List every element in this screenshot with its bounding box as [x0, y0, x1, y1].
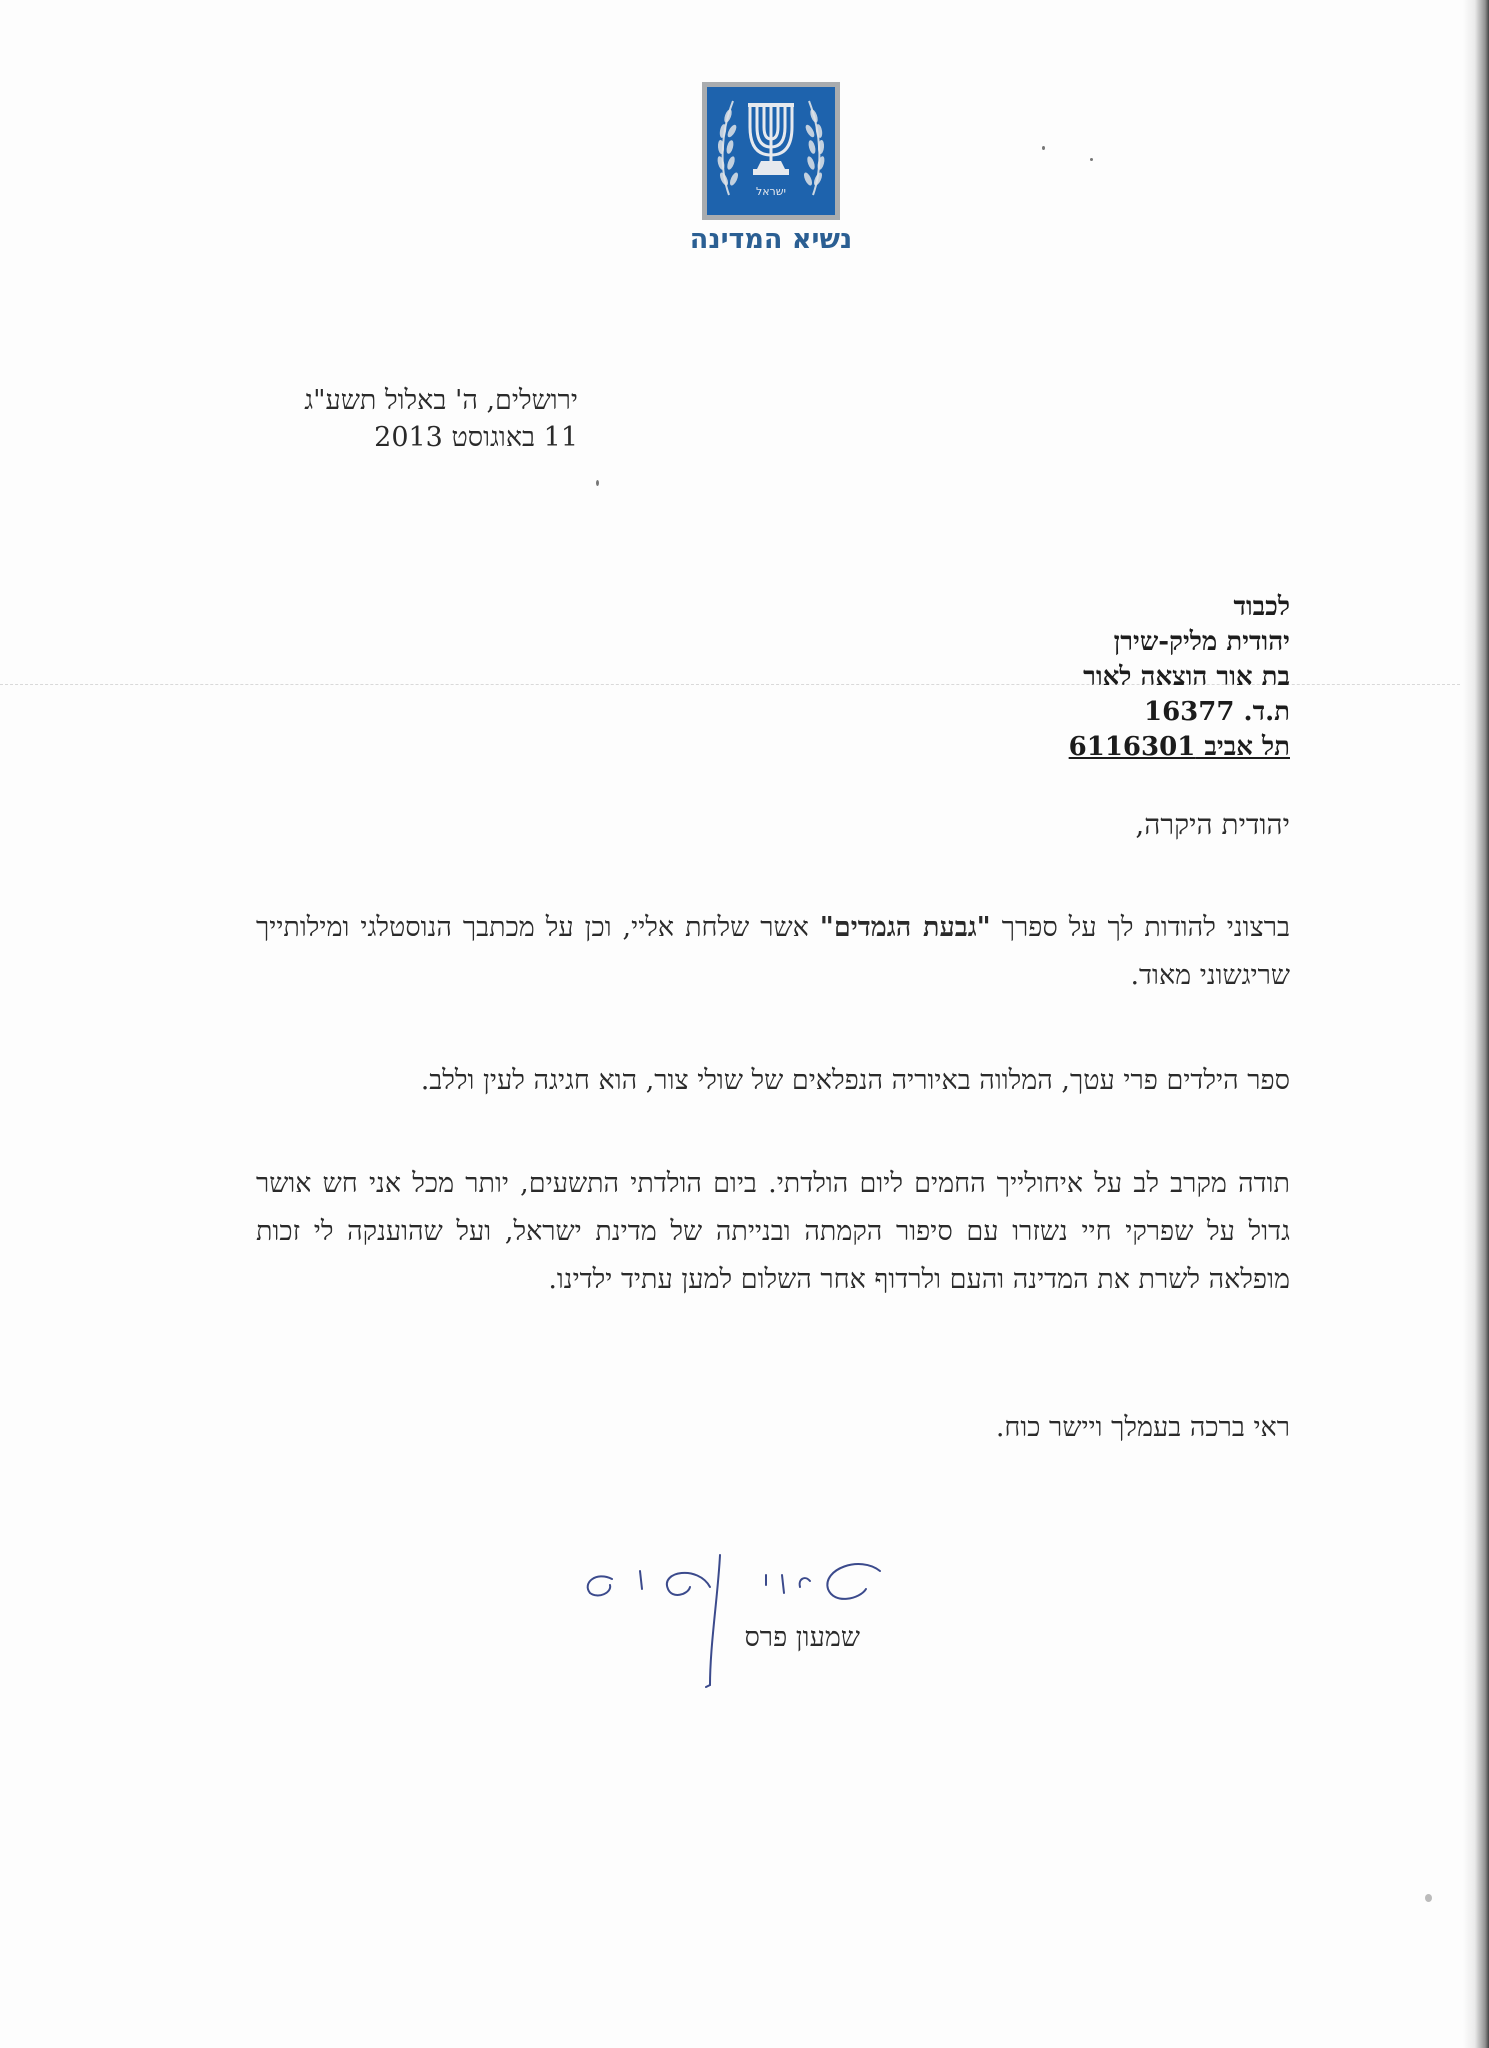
paragraph-1 [256, 904, 1290, 1000]
date-hebrew: ירושלים, ה' באלול תשע"ג [304, 385, 578, 416]
closing-line: ראי ברכה בעמלך ויישר כוח. [995, 1412, 1290, 1443]
recipient-line-1: לכבוד [1233, 592, 1290, 622]
scan-speck [596, 480, 599, 486]
scan-speck [1090, 158, 1093, 161]
menorah-emblem-icon [707, 87, 835, 215]
recipient-line-2: יהודית מליק-שירן [1113, 627, 1290, 657]
scan-speck [1042, 146, 1045, 150]
paragraph-1-end: אשר שלחת אליי, וכן על מכתבך הנוסטלגי ומילותייך שריגשוני מאוד. [256, 912, 1290, 991]
menorah-icon [707, 87, 835, 215]
recipient-line-4: ת.ד. 16377 [1144, 697, 1290, 727]
recipient-line-5: תל אביב 6116301 [1068, 732, 1290, 762]
signer-name: שמעון פרס [744, 1622, 860, 1653]
paragraph-3: תודה מקרב לב על איחולייך החמים ליום הולדתי. ביום הולדתי התשעים, יותר מכל אני חש אושר גדול על שפרקי חיי נשזרו עם סיפור הקמתה ובנייתה של מדינת ישראל, ועל שהוענקה לי זכות מופלאה לשרת את המדינה והעם ולרדוף אחר השלום למען עתיד ילדינו. [256, 1168, 1290, 1295]
scan-edge-shadow [1463, 0, 1489, 2048]
book-title: "גבעת הגמדים" [819, 912, 991, 943]
recipient-address [960, 590, 1290, 765]
salutation: יהודית היקרה, [1135, 808, 1290, 841]
letterhead-title: נשיא המדינה [689, 224, 853, 255]
date-block [258, 382, 578, 456]
scan-speck [1425, 1894, 1432, 1902]
handwritten-signature [560, 1535, 900, 1695]
recipient-line-3: בת אור הוצאה לאור [1083, 662, 1290, 692]
state-emblem [702, 82, 840, 220]
date-gregorian: 11 באוגוסט 2013 [374, 422, 578, 453]
paragraph-2: ספר הילדים פרי עטך, המלווה באיוריה הנפלאים של שולי צור, הוא חגיגה לעין וללב. [420, 1065, 1290, 1096]
paragraph-1-start: ברצוני להודות לך על ספרך [990, 912, 1290, 943]
emblem-caption: ישראל [755, 185, 787, 198]
